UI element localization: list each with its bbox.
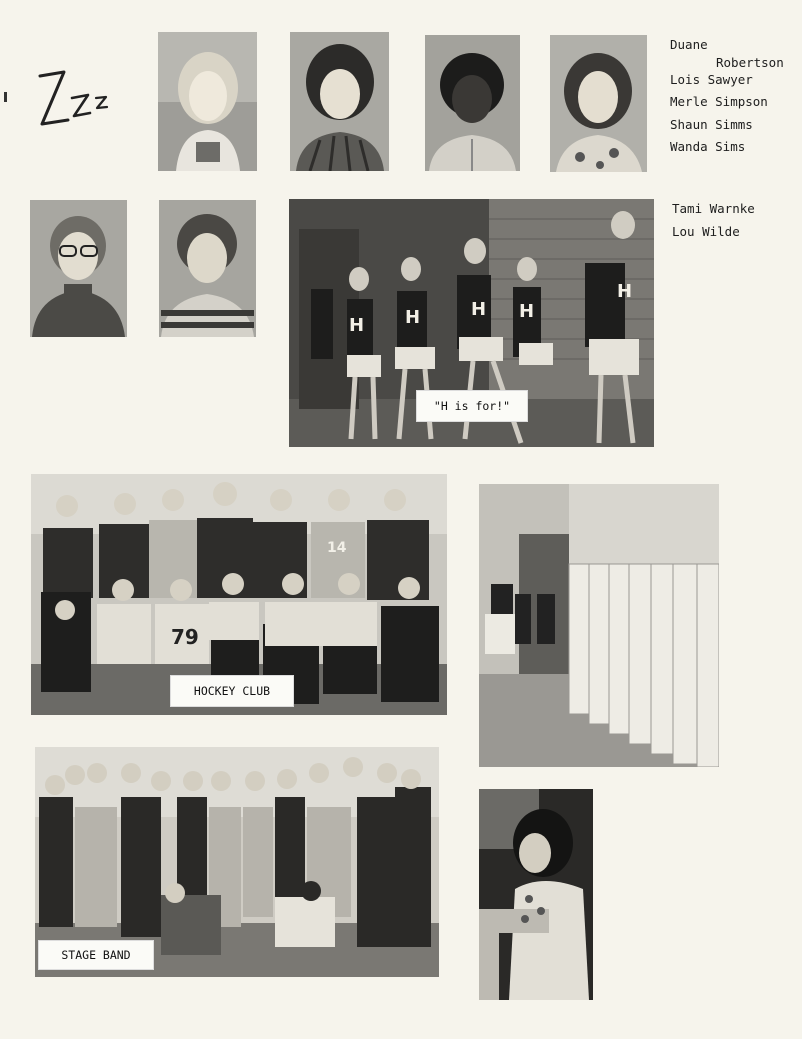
portrait-photo-sawyer bbox=[290, 32, 389, 171]
student-name: Merle Simpson bbox=[670, 94, 768, 109]
svg-text:H: H bbox=[471, 299, 487, 320]
svg-text:H: H bbox=[519, 301, 535, 322]
svg-text:H: H bbox=[405, 307, 421, 328]
page-edge-mark bbox=[4, 92, 7, 102]
svg-text:14: 14 bbox=[327, 540, 347, 556]
student-names-list-top bbox=[670, 34, 784, 159]
hockey-club-caption: HOCKEY CLUB bbox=[170, 675, 294, 707]
student-first-name: Duane bbox=[670, 37, 708, 52]
student-name: Lou Wilde bbox=[672, 223, 740, 239]
portrait-photo-simms bbox=[550, 35, 647, 172]
hallway-lockers-photo bbox=[479, 484, 719, 767]
student-name: Wanda Sims bbox=[670, 139, 746, 154]
student-name: Tami Warnke bbox=[672, 201, 755, 216]
student-names-list-second bbox=[672, 198, 755, 243]
portrait-photo-robertson bbox=[158, 32, 257, 171]
student-name: Lois Sawyer bbox=[670, 71, 753, 87]
handwritten-zzz-drawing bbox=[34, 58, 134, 138]
cheer-caption: "H is for!" bbox=[416, 390, 528, 422]
svg-text:H: H bbox=[617, 281, 633, 302]
portrait-photo-warnke bbox=[30, 200, 127, 337]
student-name bbox=[670, 34, 784, 69]
svg-text:79: 79 bbox=[171, 625, 199, 649]
portrait-photo-wilde bbox=[159, 200, 256, 337]
portrait-photo-simpson bbox=[425, 35, 520, 171]
classroom-student-photo bbox=[479, 789, 593, 1000]
student-name: Shaun Simms bbox=[670, 116, 753, 132]
svg-text:H: H bbox=[349, 315, 365, 336]
stage-band-caption: STAGE BAND bbox=[38, 940, 154, 970]
student-last-name: Robertson bbox=[716, 54, 784, 70]
